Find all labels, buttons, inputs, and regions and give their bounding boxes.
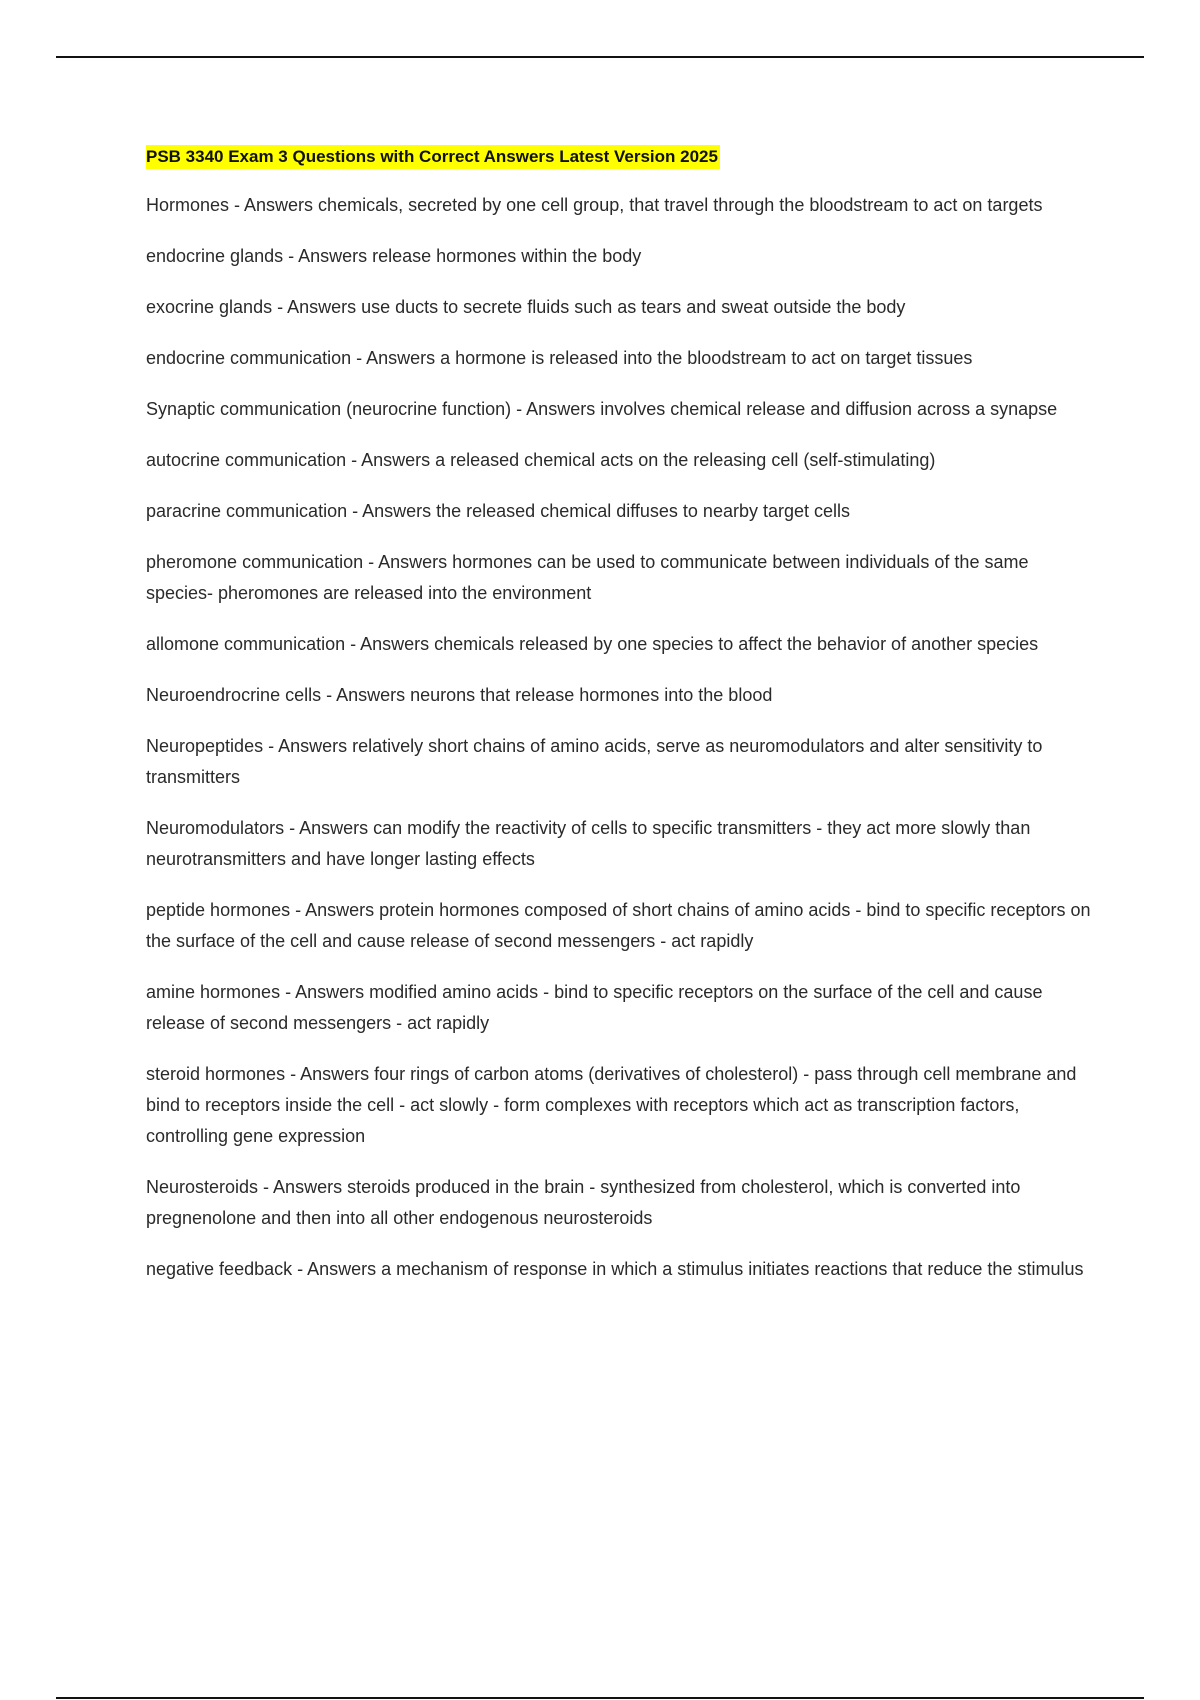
qa-entry: peptide hormones - Answers protein hormones composed of short chains of amino acids - bind to specific receptors on the surface of the cell and cause release of second messengers - act rapidly [146,900,1091,951]
qa-entry: pheromone communication - Answers hormones can be used to communicate between individuals of the same species- pheromones are released into the environment [146,552,1029,603]
qa-entry: Neuroendrocrine cells - Answers neurons that release hormones into the blood [146,685,773,705]
qa-entry: amine hormones - Answers modified amino acids - bind to specific receptors on the surface of the cell and cause release of second messengers - act rapidly [146,982,1043,1033]
qa-entry: Neurosteroids - Answers steroids produced in the brain - synthesized from cholesterol, which is converted into pregnenolone and then into all other endogenous neurosteroids [146,1177,1021,1228]
qa-entry: negative feedback - Answers a mechanism of response in which a stimulus initiates reactions that reduce the stimulus [146,1259,1084,1279]
qa-entry: Synaptic communication (neurocrine function) - Answers involves chemical release and diffusion across a synapse [146,399,1058,419]
top-horizontal-rule [56,56,1144,58]
qa-entry: autocrine communication - Answers a released chemical acts on the releasing cell (self-stimulating) [146,450,936,470]
qa-entry: allomone communication - Answers chemicals released by one species to affect the behavior of another species [146,634,1039,654]
document-body [146,145,1096,1305]
qa-entry: Neuromodulators - Answers can modify the reactivity of cells to specific transmitters - they act more slowly than neurotransmitters and have longer lasting effects [146,818,1031,869]
qa-entry: endocrine communication - Answers a hormone is released into the bloodstream to act on target tissues [146,348,973,368]
qa-entry: paracrine communication - Answers the released chemical diffuses to nearby target cells [146,501,851,521]
document-title: PSB 3340 Exam 3 Questions with Correct Answers Latest Version 2025 [146,145,720,169]
qa-entry: steroid hormones - Answers four rings of carbon atoms (derivatives of cholesterol) - pass through cell membrane and bind to receptors inside the cell - act slowly - form complexes with receptors which act as transcription factors, controlling gene expression [146,1064,1077,1146]
qa-entry: Hormones - Answers chemicals, secreted by one cell group, that travel through the bloodstream to act on targets [146,195,1043,215]
bottom-horizontal-rule [56,1697,1144,1699]
qa-entry: exocrine glands - Answers use ducts to secrete fluids such as tears and sweat outside the body [146,297,906,317]
qa-list [146,190,1096,1285]
qa-entry: Neuropeptides - Answers relatively short chains of amino acids, serve as neuromodulators and alter sensitivity to transmitters [146,736,1043,787]
qa-entry: endocrine glands - Answers release hormones within the body [146,246,642,266]
